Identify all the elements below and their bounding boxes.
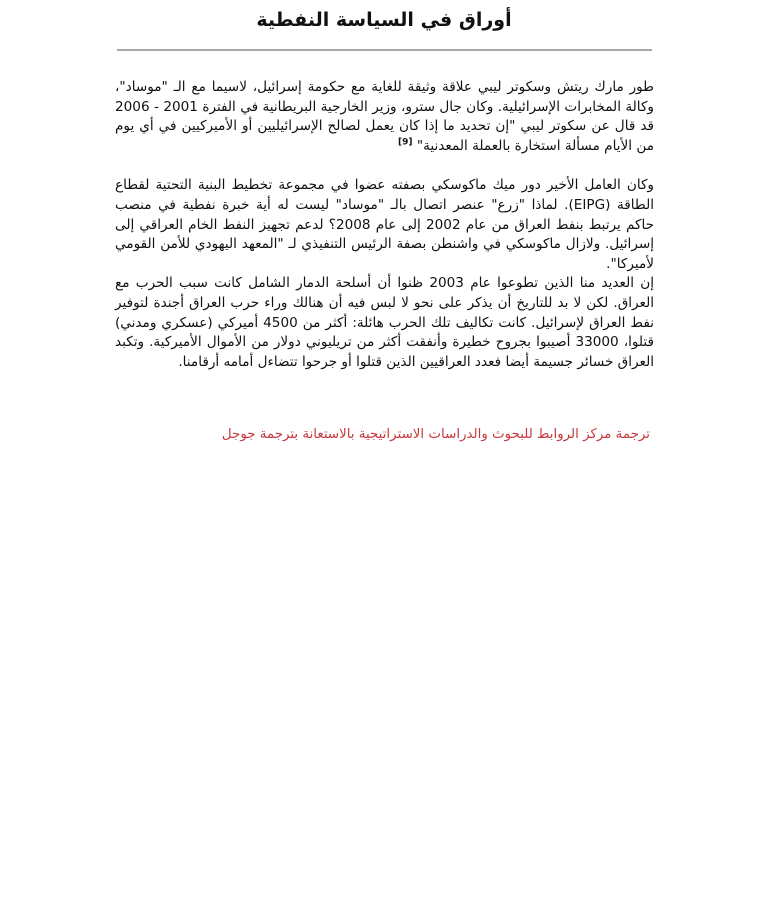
- paragraph-1: [115, 78, 654, 156]
- paragraph-3: إن العديد منا الذين تطوعوا عام 2003 ظنوا أن أسلحة الدمار الشامل كانت سبب الحرب مع العراق. لكن لا بد للتاريخ أن يذكر على نحو لا لبس فيه أن هنالك وراء حرب العراق أجندة لتوفير نفط العراق لإسرائيل. كانت تكاليف تلك الحرب هائلة: أكثر من 4500 أميركي (عسكري ومدني) قتلوا، 33000 أصيبوا بجروح خطيرة وأنفقت أكثر من تريليوني دولار من الأموال الأميركية. وتكبد العراق خسائر جسيمة أيضا فعدد العراقيين الذين قتلوا أو جرحوا تتضاءل أمامه أرقامنا.: [115, 275, 655, 370]
- article-body: [115, 78, 654, 372]
- page-title: أوراق في السياسة النفطية: [256, 9, 512, 31]
- footnote-reference[interactable]: [9]: [398, 137, 413, 148]
- header-divider: [117, 49, 652, 51]
- paragraph-1-text: طور مارك ريتش وسكوتر ليبي علاقة وثيقة للغاية مع حكومة إسرائيل، لاسيما مع الـ "موساد"، وكالة المخابرات الإسرائيلية. وكان جال سترو، وزير الخارجية البريطانية في الفترة 2001 - 2006 قد قال عن سكوتر ليبي "إن تحديد ما إذا كان يعمل لصالح الإسرائيليين أو الأميركيين في أي يوم من الأيام مسألة استخارة بالعملة المعدنية": [115, 79, 654, 154]
- translation-credit: ترجمة مركز الروابط للبحوث والدراسات الاستراتيجية بالاستعانة بترجمة جوجل: [221, 427, 650, 442]
- paragraph-2: وكان العامل الأخير دور ميك ماكوسكي بصفته عضوا في مجموعة تخطيط البنية التحتية لقطاع الطاقة (EIPG). لماذا "زرع" عنصر اتصال بالـ "موساد" ليست له أية خبرة نفطية في منصب حاكم يرتبط بنفط العراق من عام 2002 إلى عام 2008؟ لدعم تجهيز النفط الخام العراقي إلى إسرائيل. ولازال ماكوسكي في واشنطن بصفة الرئيس التنفيذي لـ "المعهد اليهودي للأمن القومي لأميركا".: [115, 177, 655, 272]
